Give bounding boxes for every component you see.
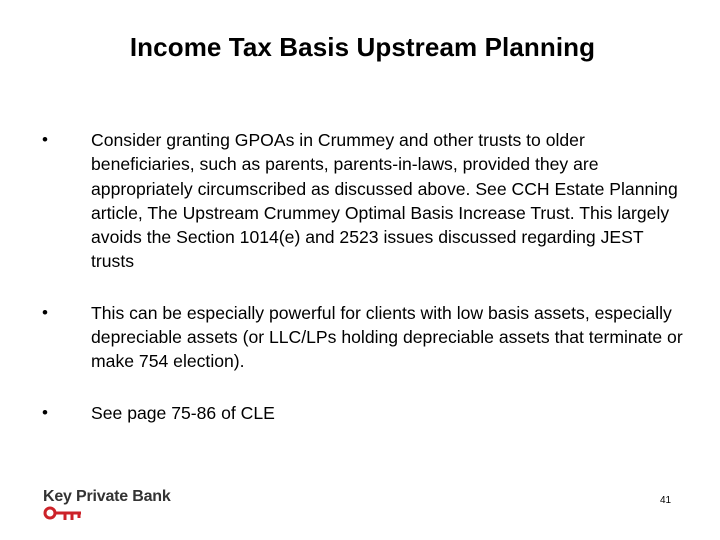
logo-text: Key Private Bank <box>43 488 171 505</box>
slide-title: Income Tax Basis Upstream Planning <box>129 32 596 62</box>
bullet-text: See page 75-86 of CLE <box>91 402 275 423</box>
bullet-marker: • <box>42 302 48 322</box>
bullet-item <box>0 301 720 374</box>
bullet-marker: • <box>42 402 48 422</box>
bullet-text: This can be especially powerful for clients with low basis assets, especially depreciable assets (or LLC/LPs holding depreciable assets that terminate or make 754 election). <box>91 302 683 372</box>
page-number: 41 <box>660 495 672 506</box>
bullet-text: Consider granting GPOAs in Crummey and other trusts to older beneficiaries, such as parents, parents-in-laws, provided they are appropriately circumscribed as discussed above. See CCH Estate Planning article, The Upstream Crummey Optimal Basis Increase Trust. This largely avoids the Section 1014(e) and 2523 issues discussed regarding JEST trusts <box>91 130 678 272</box>
bullet-item <box>0 128 720 274</box>
key-private-bank-logo <box>43 488 243 524</box>
bullet-item <box>0 401 720 425</box>
bullet-list <box>0 128 720 452</box>
key-icon <box>43 506 83 522</box>
bullet-marker: • <box>42 130 48 149</box>
